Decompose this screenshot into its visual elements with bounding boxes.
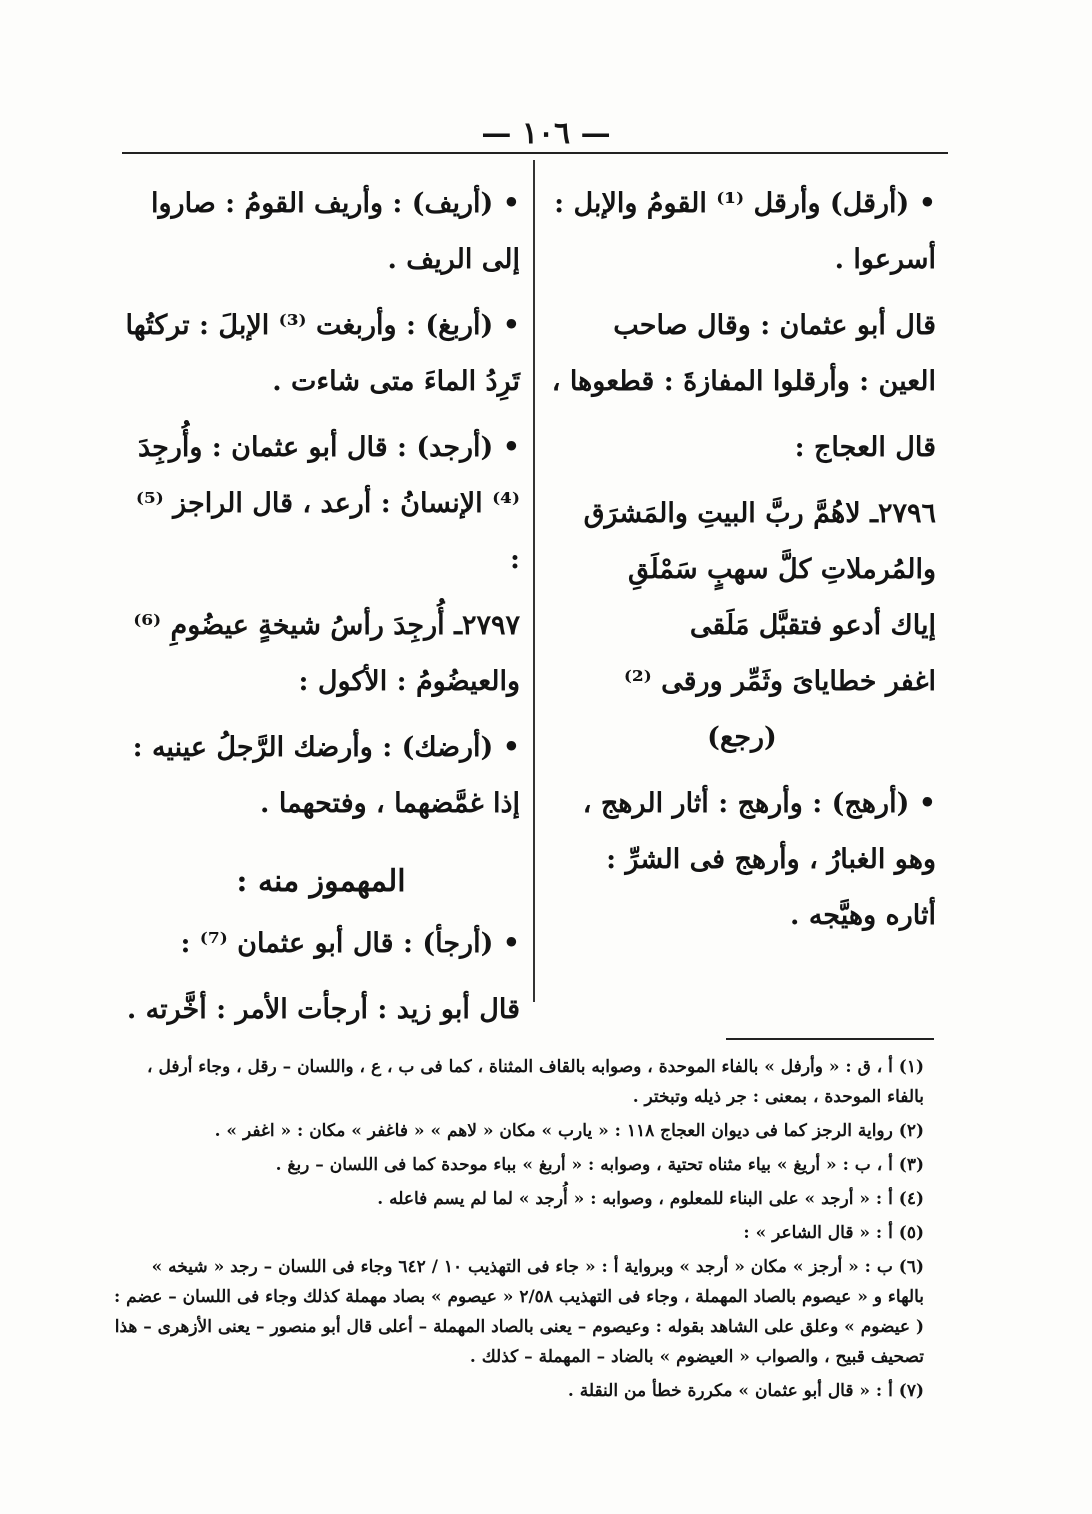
quote-intro-ajjaj: قال العجاج : bbox=[794, 432, 936, 463]
entry-arđak: • (أرضك) : وأرضك الرَّجلُ عينيه : إذا غمَّضهما ، وفتحهما . bbox=[132, 732, 520, 819]
gloss-aydum: والعيضُومُ : الأكول : bbox=[298, 666, 520, 697]
footnote: (٧) أ : « قال أبو عثمان » مكررة خطأ من النقلة . bbox=[567, 1381, 924, 1401]
footnote: (٣) أ ، ب : « أريغ » بياء مثناه تحتية ، وصوابه : « أربغ » بباء موحدة كما فى اللسان – ربغ . bbox=[275, 1155, 924, 1175]
entry-arhaj: • (أرهج) : وأرهج : أثار الرهج ، وهو الغبارُ ، وأرهج فى الشرِّ : أثاره وهيَّجه . bbox=[582, 788, 936, 931]
verse-line: ٢٧٩٧ـ أُرجِدَ رأسُ شيخةٍ عيضُومِ ⁽⁶⁾ bbox=[133, 610, 520, 641]
entry-arqal: • (أرقل) وأرقل ⁽¹⁾ القومُ والإبل : أسرعوا . bbox=[554, 188, 936, 275]
entry-aryaf: • (أريف) : وأريف القومُ : صاروا إلى الريف . bbox=[151, 188, 520, 275]
verse-meter: (رجع) bbox=[707, 722, 777, 753]
footnote: (٤) أ : « أرجد » على البناء للمعلوم ، وصوابه : « أُرجد » لما لم يسم فاعله . bbox=[377, 1189, 924, 1209]
page-number: — ١٠٦ — bbox=[481, 116, 611, 151]
entry-arjad: • (أرجد) : قال أبو عثمان : وأُرجِدَ ⁽⁴⁾ الإنسانُ : أرعد ، قال الراجز ⁽⁵⁾ : bbox=[135, 432, 520, 575]
verse-line: اغفر خطاياىَ وثَمِّر ورقى ⁽²⁾ bbox=[623, 666, 936, 697]
right-column bbox=[548, 176, 936, 954]
footnote-rule bbox=[726, 1038, 934, 1040]
footnotes bbox=[112, 1052, 924, 1410]
verse-line: ٢٧٩٦ـ لاهُمَّ ربَّ البيتِ والمَشرَق bbox=[583, 498, 936, 529]
verse-line: والمُرملاتِ كلَّ سهبٍ سَمْلَقِ bbox=[627, 554, 936, 585]
verse-line: إياك أدعو فتقبَّل مَلَقى bbox=[689, 610, 936, 641]
quote-sahib-al-ayn: قال أبو عثمان : وقال صاحب العين : وأرقلوا المفازةَ : قطعوها ، bbox=[551, 310, 936, 397]
entry-arbagh: • (أربغ) : وأربغت ⁽³⁾ الإبلَ : تركتُها تَرِدُ الماءَ متى شاءت . bbox=[125, 310, 520, 397]
footnote: (١) أ ، ق : « وأرفل » بالفاء الموحدة ، وصوابه بالقاف المثناة ، كما فى ب ، ع ، واللسان – رقل ، وجاء أرفل ، بالفاء الموحدة ، بمعنى : جر ذيله وتبختر . bbox=[147, 1057, 924, 1107]
entry-arja: • (أرجأ) : قال أبو عثمان ⁽⁷⁾ : bbox=[180, 928, 520, 959]
header-rule bbox=[122, 152, 948, 154]
left-column bbox=[122, 176, 520, 1048]
footnote: (٢) رواية الرجز كما فى ديوان العجاج ١١٨ : « يارب » مكان « لاهم » « فاغفر » مكان : « اغفر » . bbox=[214, 1121, 924, 1141]
section-heading: المهموز منه : bbox=[236, 864, 406, 899]
footnote: (٥) أ : « قال الشاعر » : bbox=[743, 1223, 924, 1243]
footnote: (٦) ب : « أرجز » مكان « أرجد » وبرواية أ : « جاء فى التهذيب ١٠ / ٦٤٢ وجاء فى اللسان – رجد « شيخه » بالهاء و « عيصوم بالصاد المهملة ، وجاء فى التهذيب ٢/٥٨ « عيصوم » بصاد مهملة كذلك وجاء فى اللسان – عضم : ( عيضوم » وعلق على الشاهد بقوله : وعيصوم – يعنى بالصاد المهملة – أعلى قال أبو منصور – يعنى الأزهرى – هذا تصحيف قبيح ، والصواب « العيضوم » بالضاد – المهملة – كذلك . bbox=[113, 1257, 924, 1367]
column-divider bbox=[533, 160, 535, 1002]
quote-abu-zayd: قال أبو زيد : أرجأت الأمر : أخَّرته . bbox=[126, 994, 520, 1025]
